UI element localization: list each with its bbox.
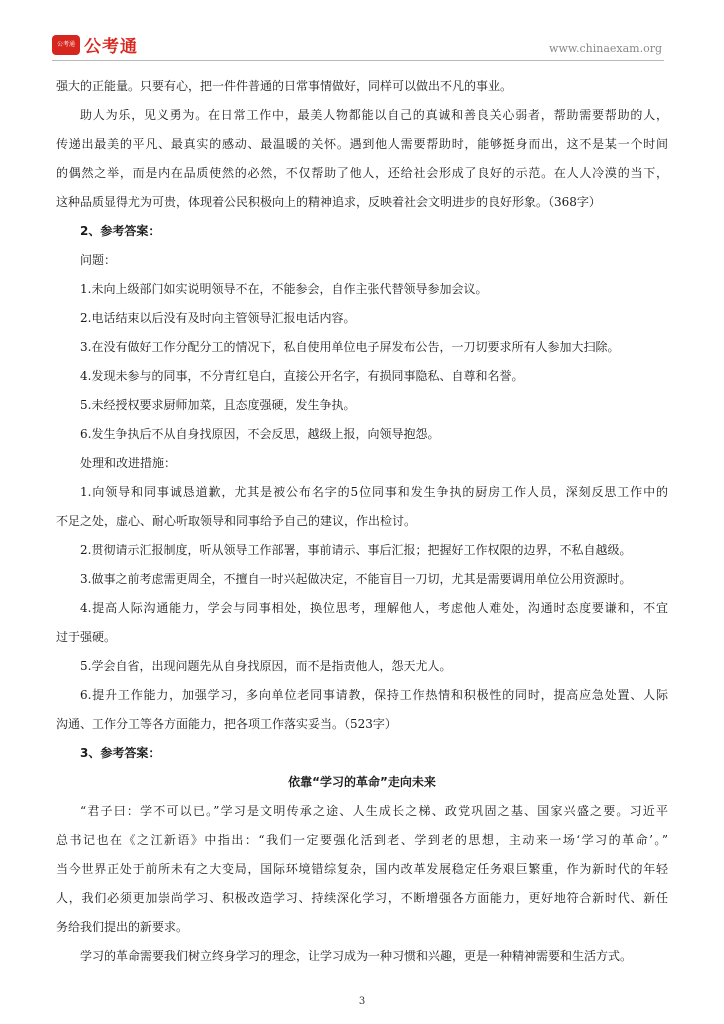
problem-item: 5.未经授权要求厨师加菜，且态度强硬，发生争执。 xyxy=(80,398,356,412)
paragraph-line: 当今世界正处于前所未有之大变局，国际环境错综复杂，国内改革发展稳定任务艰巨繁重，作为新时代的年轻 xyxy=(56,862,668,876)
logo-text: 公考通 xyxy=(84,37,138,57)
paragraph-line: 学习的革命需要我们树立终身学习的理念，让学习成为一种习惯和兴趣，更是一种精神需要和生活方式。 xyxy=(80,949,633,963)
problem-item: 4.发现未参与的同事，不分青红皂白，直接公开名字，有损同事隐私、自尊和名誉。 xyxy=(80,369,524,383)
page-header xyxy=(52,34,664,61)
measures-label: 处理和改进措施： xyxy=(80,456,177,470)
section-heading-3: 3、参考答案： xyxy=(80,746,161,760)
paragraph-line: 这种品质显得尤为可贵，体现着公民积极向上的精神追求，反映着社会文明进步的良好形象。（368字） xyxy=(56,195,601,209)
paragraph-line: 强大的正能量。只要有心，把一件件普通的日常事情做好，同样可以做出不凡的事业。 xyxy=(56,79,513,93)
measure-item-continued: 不足之处，虚心、耐心听取领导和同事给予自己的建议，作出检讨。 xyxy=(56,514,417,528)
paragraph-line: 助人为乐，见义勇为。在日常工作中，最美人物都能以自己的真诚和善良关心弱者，帮助需要帮助的人， xyxy=(80,108,668,122)
site-url: www.chinaexam.org xyxy=(549,42,662,55)
measure-item: 5.学会自省，出现问题先从自身找原因，而不是指责他人，怨天尤人。 xyxy=(80,659,452,673)
problem-item: 2.电话结束以后没有及时向主管领导汇报电话内容。 xyxy=(80,311,356,325)
problem-item: 6.发生争执后不从自身找原因，不会反思，越级上报，向领导抱怨。 xyxy=(80,427,440,441)
paragraph-line: 的偶然之举，而是内在品质使然的必然，不仅帮助了他人，还给社会形成了良好的示范。在人人冷漠的当下， xyxy=(56,166,668,180)
essay-title: 依靠“学习的革命”走向未来 xyxy=(288,775,436,789)
problems-label: 问题： xyxy=(80,253,117,267)
paragraph-line: 人，我们必须更加崇尚学习、积极改造学习、持续深化学习，不断增强各方面能力，更好地符合新时代、新任 xyxy=(56,891,668,905)
document-body xyxy=(56,72,668,971)
measure-item-continued: 过于强硬。 xyxy=(56,630,117,644)
logo-badge: 公考通 xyxy=(52,35,80,55)
measure-item: 4.提高人际沟通能力，学会与同事相处，换位思考，理解他人，考虑他人难处，沟通时态度要谦和，不宜 xyxy=(80,601,668,615)
paragraph-line: 务给我们提出的新要求。 xyxy=(56,920,189,934)
problem-item: 1.未向上级部门如实说明领导不在，不能参会，自作主张代替领导参加会议。 xyxy=(80,282,488,296)
measure-item: 6.提升工作能力，加强学习，多向单位老同事请教，保持工作热情和积极性的同时，提高应急处置、人际 xyxy=(80,688,668,702)
measure-item: 3.做事之前考虑需更周全，不擅自一时兴起做决定，不能盲目一刀切，尤其是需要调用单位公用资源时。 xyxy=(80,572,632,586)
paragraph-line: “君子曰：学不可以已。”学习是文明传承之途、人生成长之梯、政党巩固之基、国家兴盛之要。习近平 xyxy=(80,804,668,818)
paragraph-line: 传递出最美的平凡、最真实的感动、最温暖的关怀。遇到他人需要帮助时，能够挺身而出，这不是某一个时间 xyxy=(56,137,668,151)
section-heading-2: 2、参考答案： xyxy=(80,224,161,238)
measure-item-continued: 沟通、工作分工等各方面能力，把各项工作落实妥当。（523字） xyxy=(56,717,397,731)
measure-item: 2.贯彻请示汇报制度，听从领导工作部署，事前请示、事后汇报；把握好工作权限的边界，不私自越级。 xyxy=(80,543,632,557)
page-number: 3 xyxy=(358,996,366,1007)
measure-item: 1.向领导和同事诚恳道歉，尤其是被公布名字的5位同事和发生争执的厨房工作人员，深刻反思工作中的 xyxy=(80,485,668,499)
paragraph-line: 总书记也在《之江新语》中指出：“我们一定要强化活到老、学到老的思想，主动来一场‘学习的革命’。” xyxy=(56,833,668,847)
problem-item: 3.在没有做好工作分配分工的情况下，私自使用单位电子屏发布公告，一刀切要求所有人参加大扫除。 xyxy=(80,340,620,354)
